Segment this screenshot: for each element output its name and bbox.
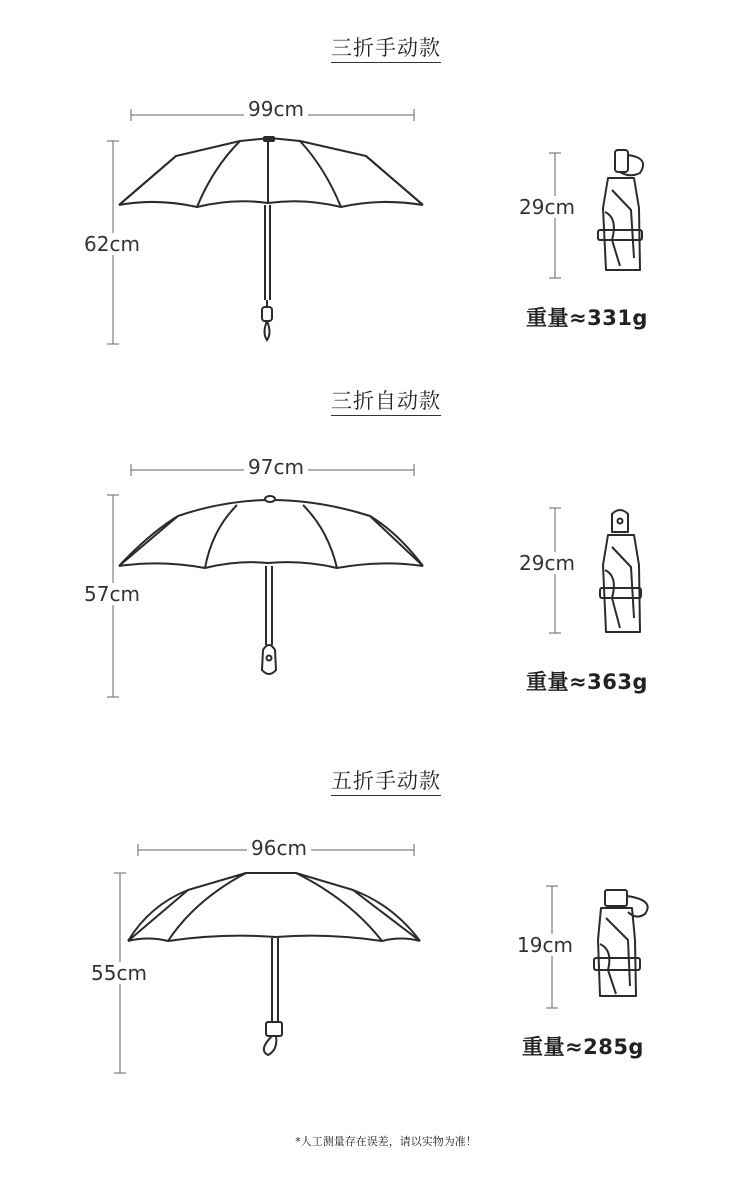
open-height-label: 57cm (80, 583, 144, 605)
model-title: 五折手动款 (0, 765, 750, 795)
open-width-label: 99cm (244, 98, 308, 120)
folded-umbrella (594, 890, 648, 996)
shaft-handle (264, 938, 282, 1055)
folded-length-label: 29cm (515, 196, 579, 218)
model-title: 三折自动款 (0, 385, 750, 415)
open-width-label: 96cm (247, 837, 311, 859)
weight-label: 重量≈363g (526, 670, 648, 694)
open-height-label: 55cm (87, 962, 151, 984)
open-width-label: 97cm (244, 456, 308, 478)
folded-length-label: 29cm (515, 552, 579, 574)
folded-length-label: 19cm (513, 934, 577, 956)
model-title: 三折手动款 (0, 32, 750, 62)
weight-label: 重量≈285g (522, 1035, 644, 1059)
measurement-footnote: *人工测量存在误差，请以实物为准！ (295, 1135, 477, 1148)
weight-label: 重量≈331g (526, 306, 648, 330)
open-height-label: 62cm (80, 233, 144, 255)
canopy (128, 873, 420, 941)
